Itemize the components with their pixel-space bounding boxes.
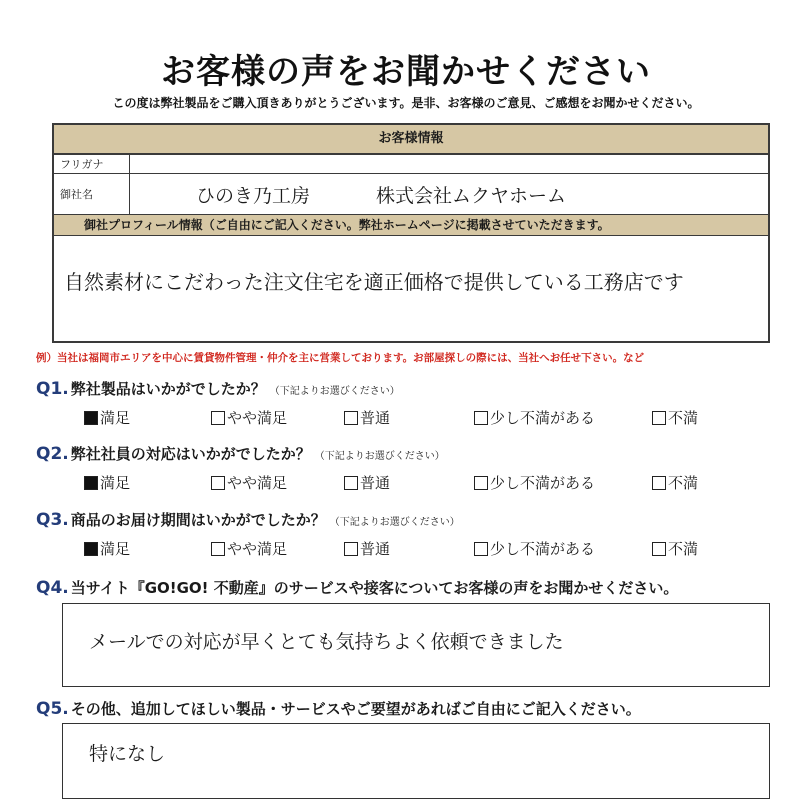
checkbox-checked-icon[interactable]: [84, 411, 98, 425]
q3-option-satisfied[interactable]: 満足: [84, 538, 130, 559]
question-1-options: [0, 407, 812, 429]
example-note: 例）当社は福岡市エリアを中心に賃貸物件管理・仲介を主に営業しております。お部屋探しの際には、当社へお任せ下さい。など: [36, 352, 645, 364]
profile-header: 御社プロフィール情報（ご自由にご記入ください。弊社ホームページに掲載させていただきます。: [54, 215, 768, 236]
question-1-hint: （下記よりお選びください）: [269, 386, 400, 397]
q2-option-average[interactable]: 普通: [344, 472, 390, 493]
form-subtitle: この度は弊社製品をご購入頂きありがとうございます。是非、お客様のご意見、ご感想をお聞かせください。: [112, 96, 700, 110]
question-1-title: [36, 378, 400, 399]
checkbox-icon[interactable]: [211, 476, 225, 490]
q1-option-somewhat-satisfied[interactable]: やや満足: [211, 407, 287, 428]
q3-option-dissatisfied[interactable]: 不満: [652, 538, 698, 559]
q3-option-somewhat-satisfied[interactable]: やや満足: [211, 538, 287, 559]
customer-info-header: お客様情報: [54, 125, 768, 155]
q1-option-somewhat-dissatisfied[interactable]: 少し不満がある: [474, 407, 595, 428]
question-2-number: Q2.: [36, 444, 69, 464]
question-4-text: 当サイト『GO!GO! 不動産』のサービスや接客についてお客様の声をお聞かせください。: [70, 579, 679, 597]
q2-option-dissatisfied[interactable]: 不満: [652, 472, 698, 493]
q2-option-somewhat-satisfied[interactable]: やや満足: [211, 472, 287, 493]
question-1-number: Q1.: [36, 379, 69, 399]
checkbox-icon[interactable]: [211, 411, 225, 425]
company-name-2: 株式会社ムクヤホーム: [376, 184, 567, 207]
question-5-answer-field[interactable]: 特になし: [62, 723, 770, 799]
question-2-text: 弊社社員の対応はいかがでしたか？: [70, 445, 311, 463]
company-name-1: ひのき乃工房: [196, 184, 311, 207]
question-2-options: [0, 472, 812, 494]
question-4-number: Q4.: [36, 578, 69, 598]
q1-option-average[interactable]: 普通: [344, 407, 390, 428]
question-5-title: [36, 698, 641, 719]
form-title: お客様の声をお聞かせください: [161, 52, 651, 92]
furigana-field[interactable]: [130, 155, 768, 173]
furigana-label: フリガナ: [54, 155, 130, 173]
question-5-text: その他、追加してほしい製品・サービスやご要望があればご自由にご記入ください。: [70, 700, 641, 718]
checkbox-icon[interactable]: [211, 542, 225, 556]
question-2-hint: （下記よりお選びください）: [314, 451, 445, 462]
checkbox-icon[interactable]: [474, 476, 488, 490]
company-name-field[interactable]: [130, 174, 768, 214]
customer-info-box: [52, 123, 770, 343]
q3-option-somewhat-dissatisfied[interactable]: 少し不満がある: [474, 538, 595, 559]
company-name-label: 御社名: [54, 174, 130, 214]
checkbox-icon[interactable]: [344, 476, 358, 490]
checkbox-icon[interactable]: [344, 542, 358, 556]
checkbox-checked-icon[interactable]: [84, 542, 98, 556]
question-5-number: Q5.: [36, 699, 69, 719]
company-name-row: [54, 174, 768, 215]
q3-option-average[interactable]: 普通: [344, 538, 390, 559]
q1-option-satisfied[interactable]: 満足: [84, 407, 130, 428]
question-1-text: 弊社製品はいかがでしたか？: [70, 380, 266, 398]
q2-option-satisfied[interactable]: 満足: [84, 472, 130, 493]
profile-text-field[interactable]: 自然素材にこだわった注文住宅を適正価格で提供している工務店です: [64, 270, 684, 294]
question-3-hint: （下記よりお選びください）: [329, 517, 460, 528]
checkbox-icon[interactable]: [652, 476, 666, 490]
checkbox-checked-icon[interactable]: [84, 476, 98, 490]
checkbox-icon[interactable]: [652, 411, 666, 425]
question-4-title: [36, 577, 678, 598]
checkbox-icon[interactable]: [474, 411, 488, 425]
question-2-title: [36, 443, 445, 464]
question-3-text: 商品のお届け期間はいかがでしたか？: [70, 511, 326, 529]
question-4-answer-field[interactable]: メールでの対応が早くとても気持ちよく依頼できました: [62, 603, 770, 687]
q1-option-dissatisfied[interactable]: 不満: [652, 407, 698, 428]
checkbox-icon[interactable]: [344, 411, 358, 425]
furigana-row: [54, 155, 768, 174]
question-3-title: [36, 509, 460, 530]
checkbox-icon[interactable]: [652, 542, 666, 556]
checkbox-icon[interactable]: [474, 542, 488, 556]
question-3-options: [0, 538, 812, 560]
q2-option-somewhat-dissatisfied[interactable]: 少し不満がある: [474, 472, 595, 493]
question-3-number: Q3.: [36, 510, 69, 530]
